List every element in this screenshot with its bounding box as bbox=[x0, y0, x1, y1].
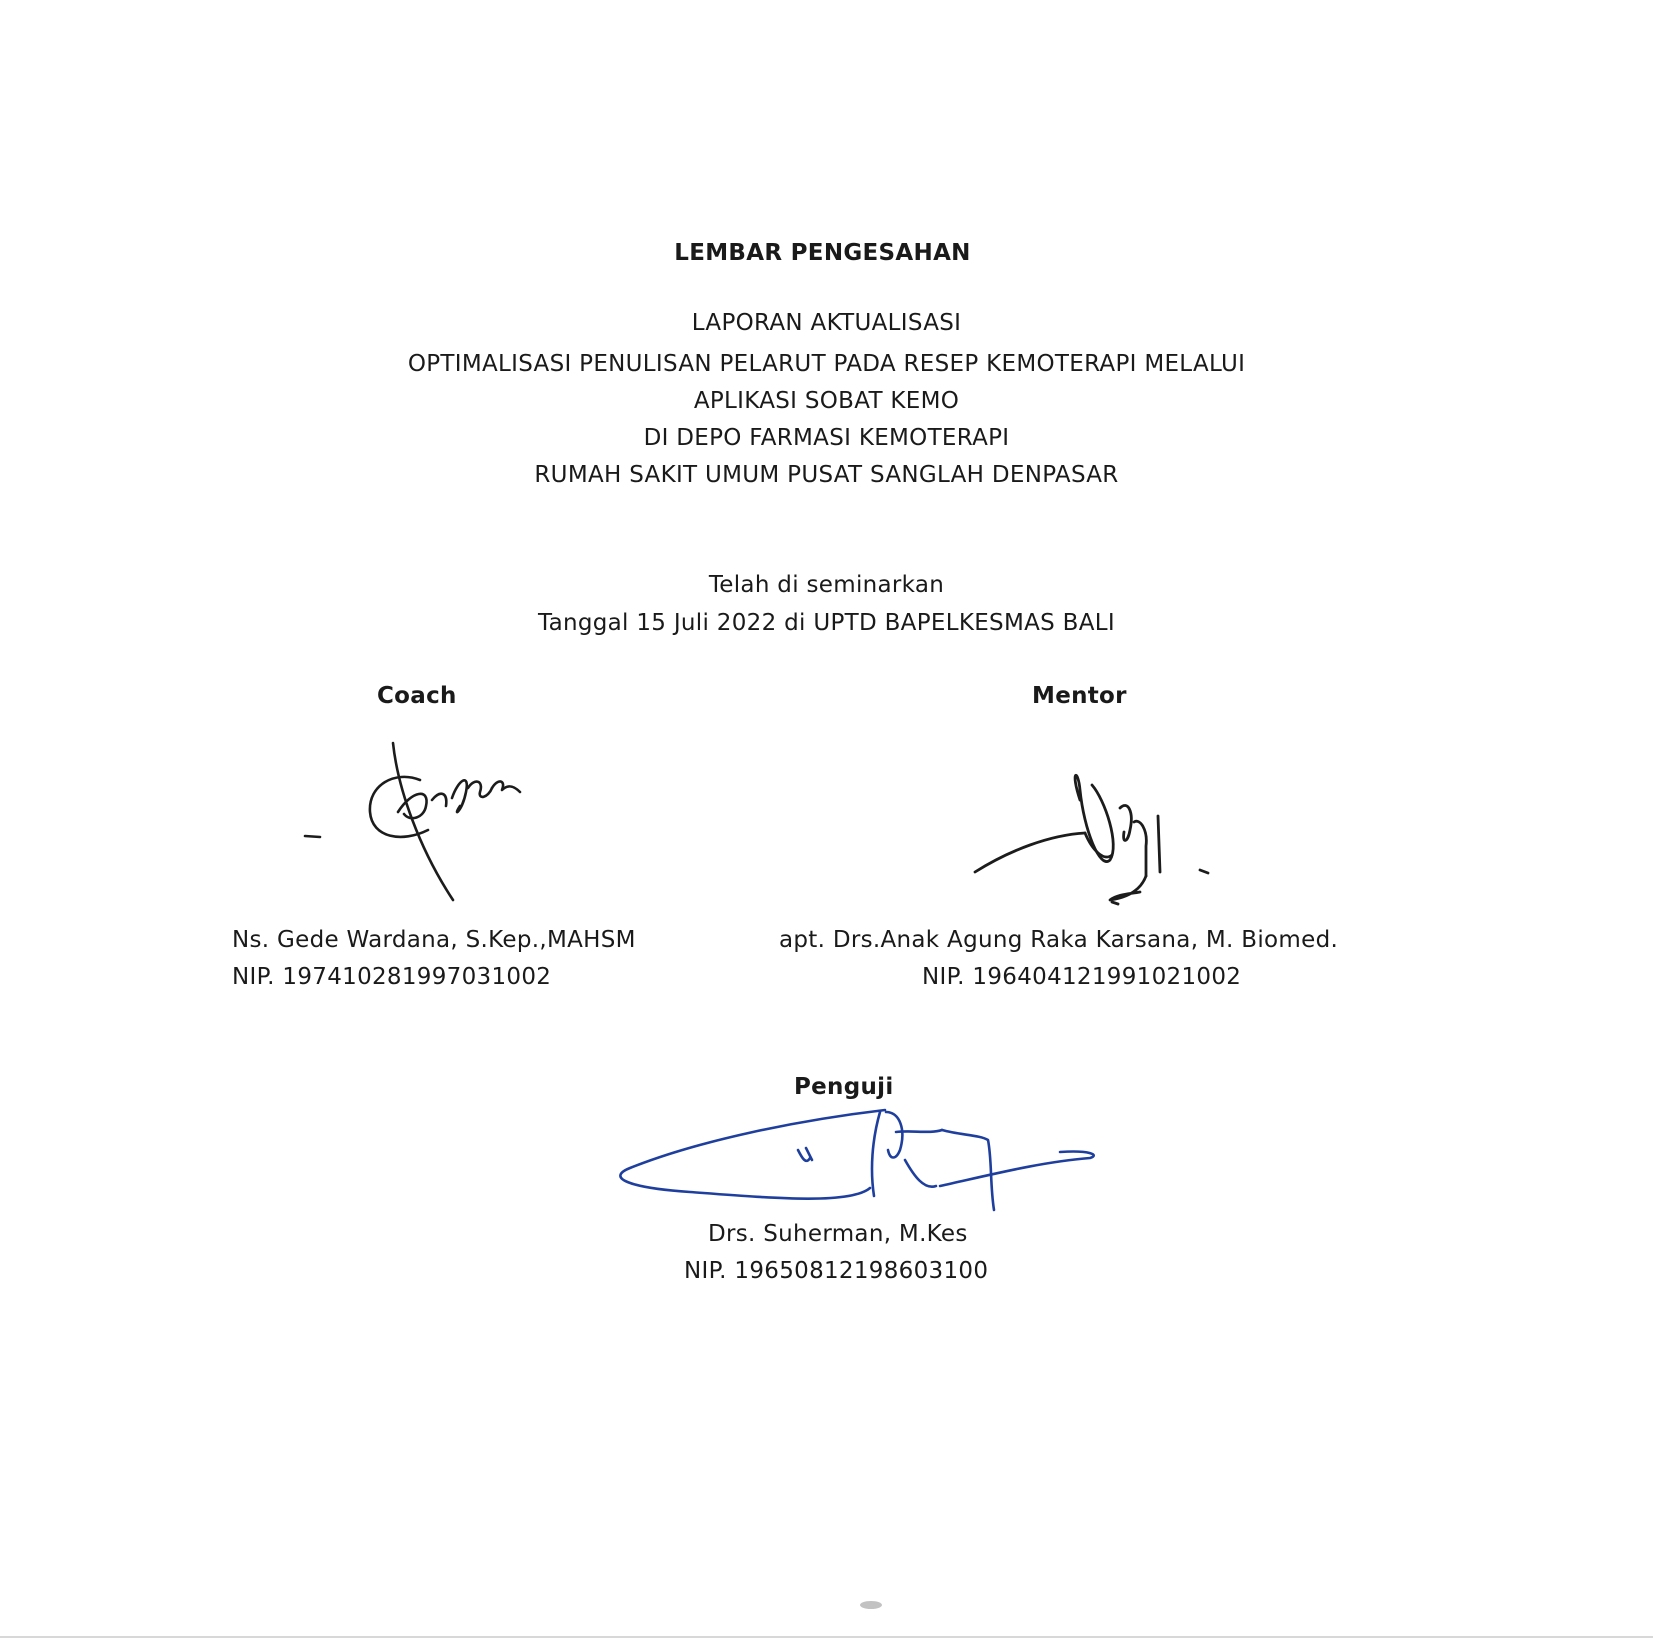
coach-signature bbox=[305, 743, 520, 900]
title-line-3: DI DEPO FARMASI KEMOTERAPI bbox=[643, 425, 1010, 451]
report-type: LAPORAN AKTUALISASI bbox=[691, 310, 962, 336]
mentor-nip: NIP. 196404121991021002 bbox=[922, 964, 1242, 990]
coach-role-label: Coach bbox=[377, 683, 457, 709]
mentor-signature bbox=[975, 775, 1208, 904]
mentor-role-label: Mentor bbox=[1032, 683, 1127, 709]
title-line-4: RUMAH SAKIT UMUM PUSAT SANGLAH DENPASAR bbox=[534, 462, 1119, 488]
penguji-nip: NIP. 19650812198603100 bbox=[684, 1258, 989, 1284]
penguji-signature bbox=[620, 1110, 1093, 1210]
mentor-name: apt. Drs.Anak Agung Raka Karsana, M. Biomed. bbox=[779, 927, 1339, 953]
title-line-2: APLIKASI SOBAT KEMO bbox=[693, 388, 960, 414]
seminar-date-place: Tanggal 15 Juli 2022 di UPTD BAPELKESMAS BALI bbox=[538, 610, 1115, 636]
page-heading: LEMBAR PENGESAHAN bbox=[674, 240, 971, 266]
scan-bottom-edge bbox=[0, 1636, 1653, 1638]
coach-name: Ns. Gede Wardana, S.Kep.,MAHSM bbox=[232, 927, 636, 953]
penguji-name: Drs. Suherman, M.Kes bbox=[708, 1221, 968, 1247]
scan-smudge bbox=[860, 1601, 882, 1609]
seminar-statement: Telah di seminarkan bbox=[708, 572, 945, 598]
title-line-1: OPTIMALISASI PENULISAN PELARUT PADA RESEP KEMOTERAPI MELALUI bbox=[407, 351, 1246, 377]
penguji-role-label: Penguji bbox=[794, 1074, 894, 1100]
coach-nip: NIP. 197410281997031002 bbox=[232, 964, 552, 990]
